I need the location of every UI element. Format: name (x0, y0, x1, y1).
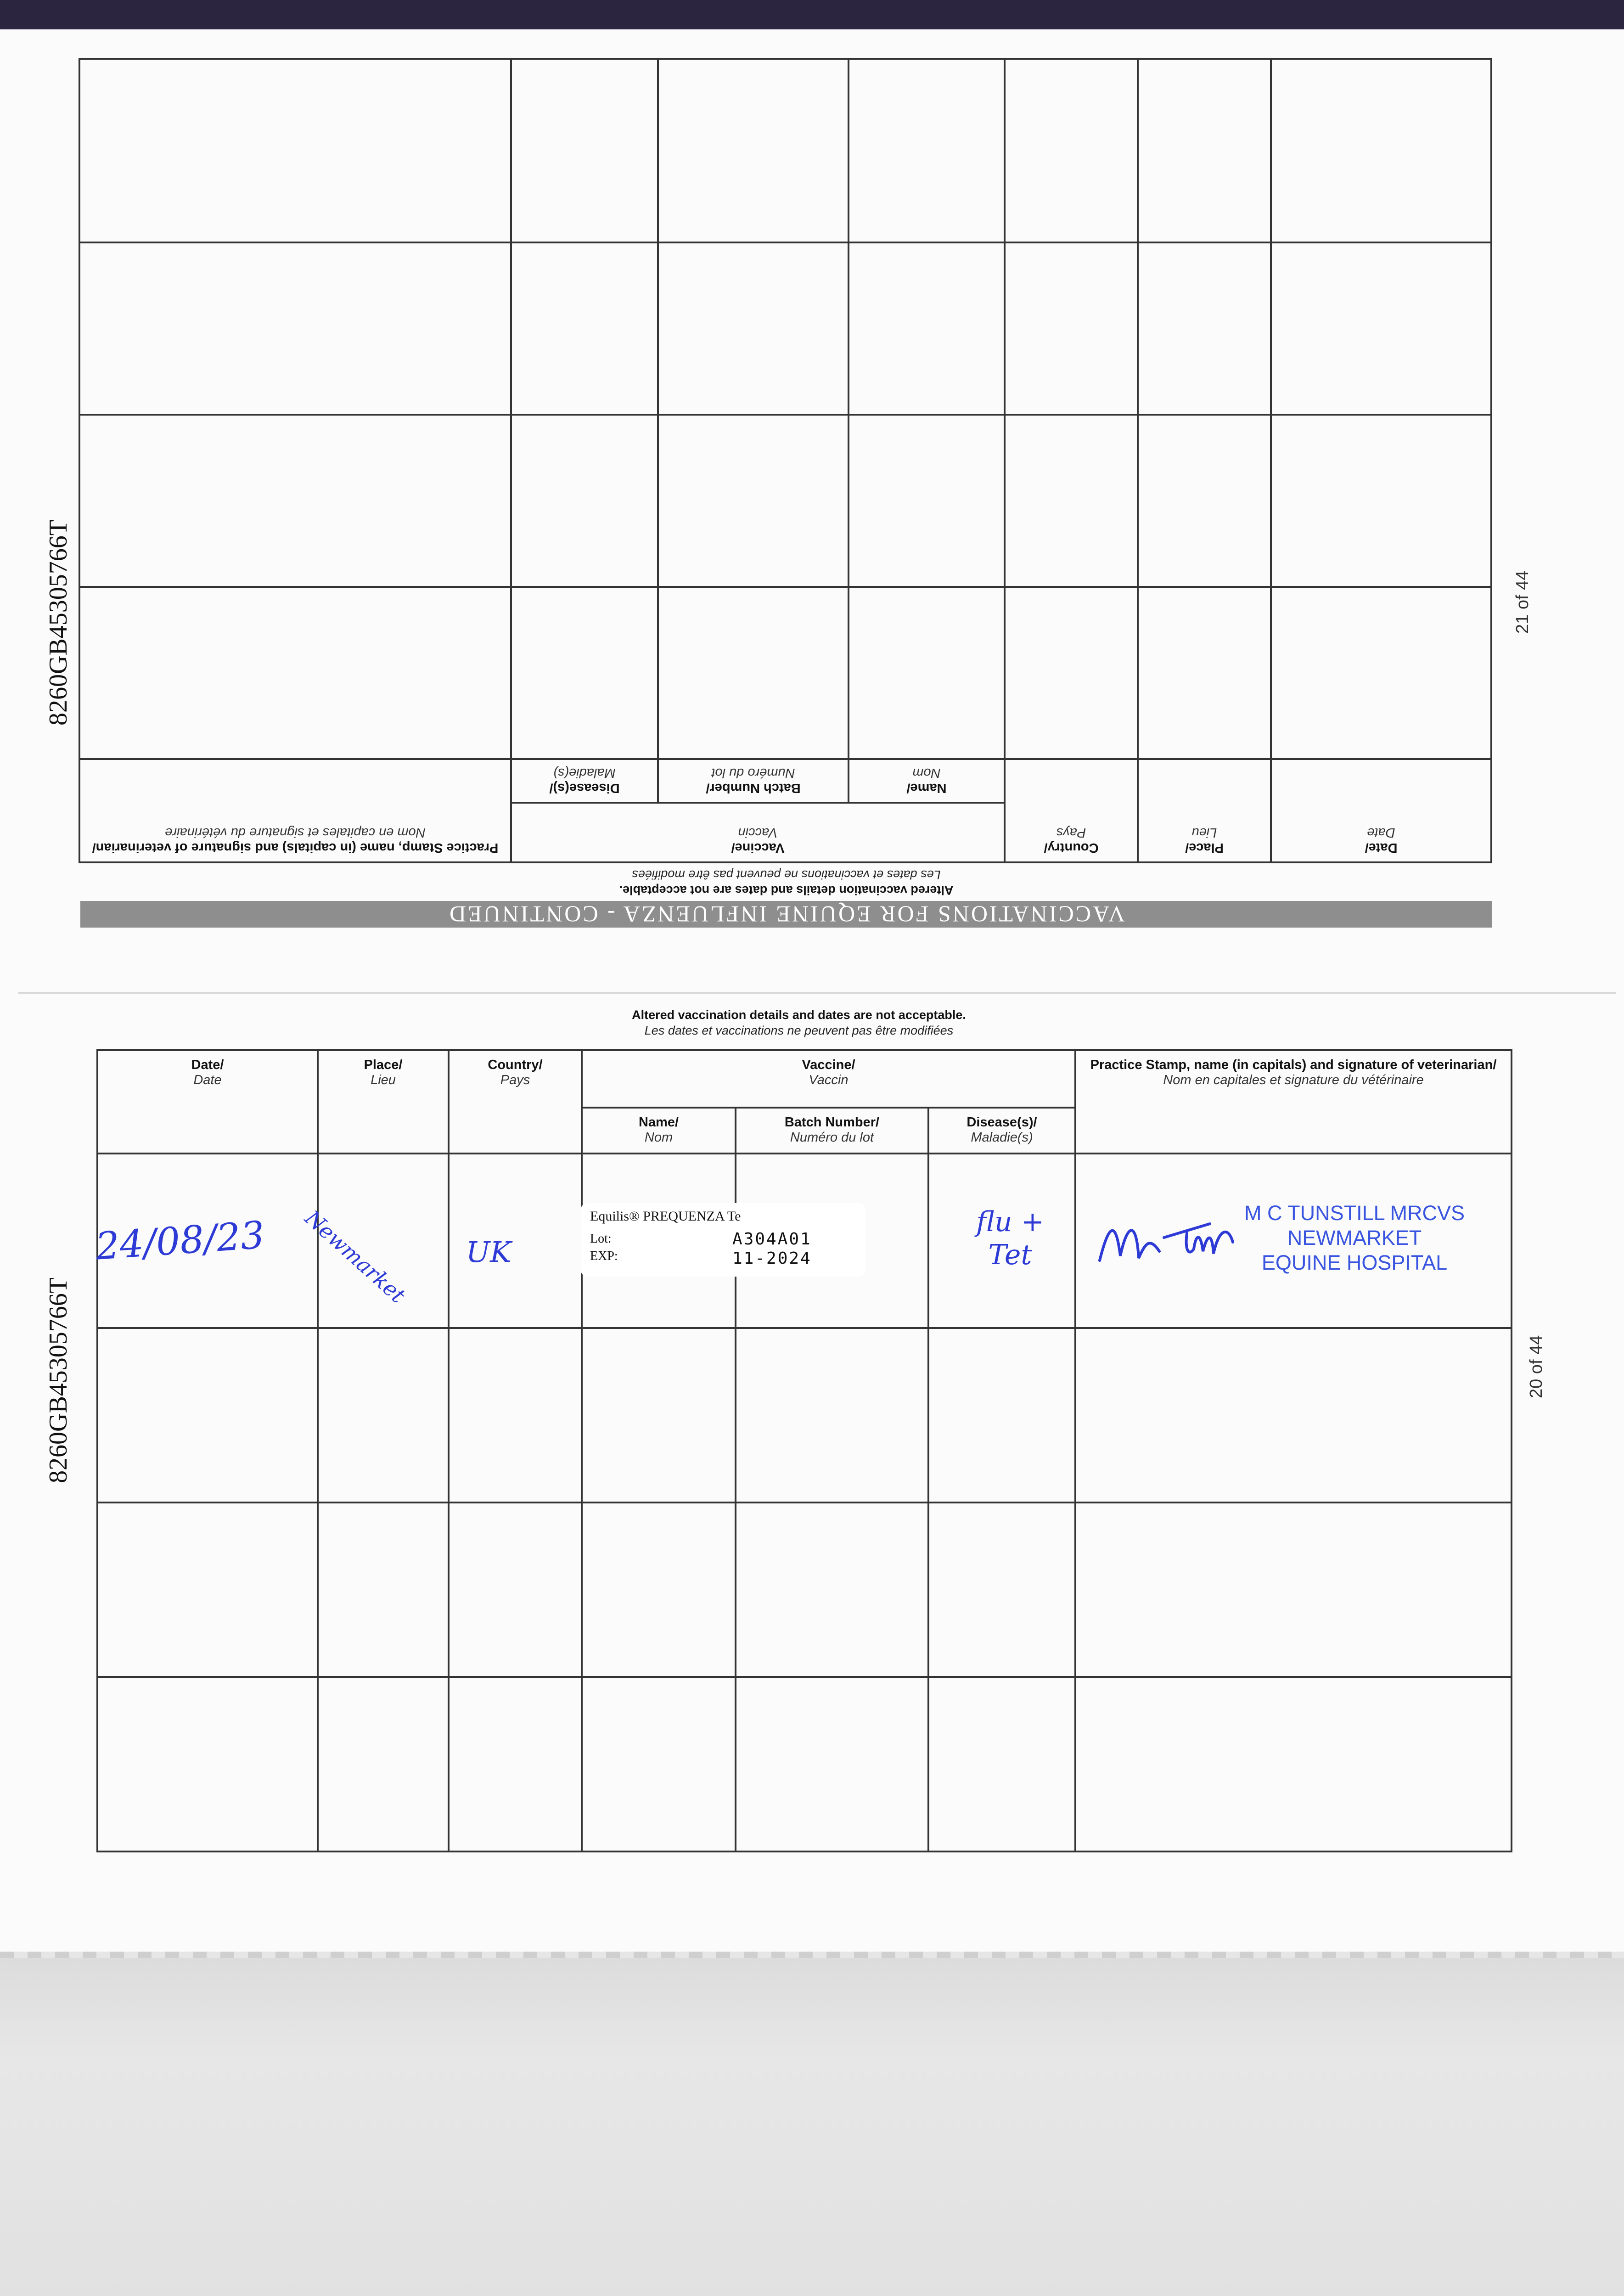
passport-fold (18, 992, 1616, 994)
table-row (79, 59, 1491, 242)
header-place: Place/ Lieu (1138, 759, 1271, 862)
vaccination-table-upper (79, 58, 1492, 863)
lot-label: Lot: (590, 1232, 612, 1246)
header-name: Name/ Nom (582, 1108, 736, 1154)
header-stamp: Practice Stamp, name (in capitals) and signature of veterinarian/ Nom en capitales et signature du vétérinaire (1075, 1050, 1512, 1154)
passport-id-upper: 8260GB45305766T (44, 520, 73, 726)
header-country: Country/ Pays (449, 1050, 582, 1154)
header-batch: Batch Number/ Numéro du lot (658, 759, 849, 803)
header-date: Date/ Date (1271, 759, 1491, 862)
table-row (79, 242, 1491, 415)
stamp-line: EQUINE HOSPITAL (1261, 1251, 1448, 1274)
header-vaccine: Vaccine/ Vaccin (511, 803, 1005, 862)
vaccination-table-lower (96, 1049, 1512, 1852)
header-date: Date/ Date (97, 1050, 318, 1154)
header-disease: Disease(s)/ Maladie(s) (511, 759, 658, 803)
stamp-line: NEWMARKET (1287, 1226, 1422, 1249)
entry-disease-handwritten: flu + Tet (976, 1206, 1044, 1271)
entry-country-handwritten: UK (466, 1235, 511, 1269)
top-dark-strip (0, 0, 1624, 29)
header-country: Country/ Pays (1005, 759, 1138, 862)
practice-stamp (1226, 1201, 1483, 1275)
exp-label: EXP: (590, 1249, 618, 1263)
header-batch: Batch Number/ Numéro du lot (736, 1108, 928, 1154)
entry-place-handwritten: Newmarket (300, 1205, 410, 1308)
notice-french: Les dates et vaccinations ne peuvent pas être modifiées (632, 868, 941, 882)
notice-french: Les dates et vaccinations ne peuvent pas être modifiées (644, 1024, 954, 1037)
vaccine-batch-sticker (581, 1203, 865, 1277)
header-disease: Disease(s)/ Maladie(s) (928, 1108, 1075, 1154)
scanner-background (0, 1958, 1624, 2296)
notice-english: Altered vaccination details and dates are not acceptable. (632, 1008, 966, 1022)
upper-page (80, 103, 1492, 928)
header-place: Place/ Lieu (318, 1050, 449, 1154)
page-number-upper: 21 of 44 (1513, 570, 1532, 634)
table-row (97, 1328, 1512, 1503)
notice-english: Altered vaccination details and dates are not acceptable. (619, 884, 954, 897)
table-row (79, 587, 1491, 759)
vaccine-product-name: Equilis® PREQUENZA Te (590, 1209, 741, 1224)
entry-date-handwritten: 24/08/23 (94, 1213, 266, 1269)
page-number-lower: 20 of 44 (1527, 1335, 1546, 1398)
lower-page (87, 1008, 1511, 1869)
lot-number: A304A01 (732, 1230, 812, 1249)
expiry-date: 11-2024 (732, 1249, 812, 1268)
table-row (97, 1677, 1512, 1851)
header-name: Name/ Nom (849, 759, 1005, 803)
header-stamp: Practice Stamp, name (in capitals) and signature of veterinarian/ Nom en capitales et signature du vétérinaire (79, 759, 511, 862)
stamp-line: M C TUNSTILL MRCVS (1244, 1201, 1465, 1225)
header-vaccine: Vaccine/ Vaccin (582, 1050, 1075, 1108)
section-title-band: VACCINATIONS FOR EQUINE INFLUENZA - CONTINUED (80, 901, 1492, 928)
table-row (79, 415, 1491, 587)
page-edge (0, 1952, 1624, 1958)
table-row (97, 1503, 1512, 1677)
passport-id-lower: 8260GB45305766T (44, 1277, 73, 1483)
